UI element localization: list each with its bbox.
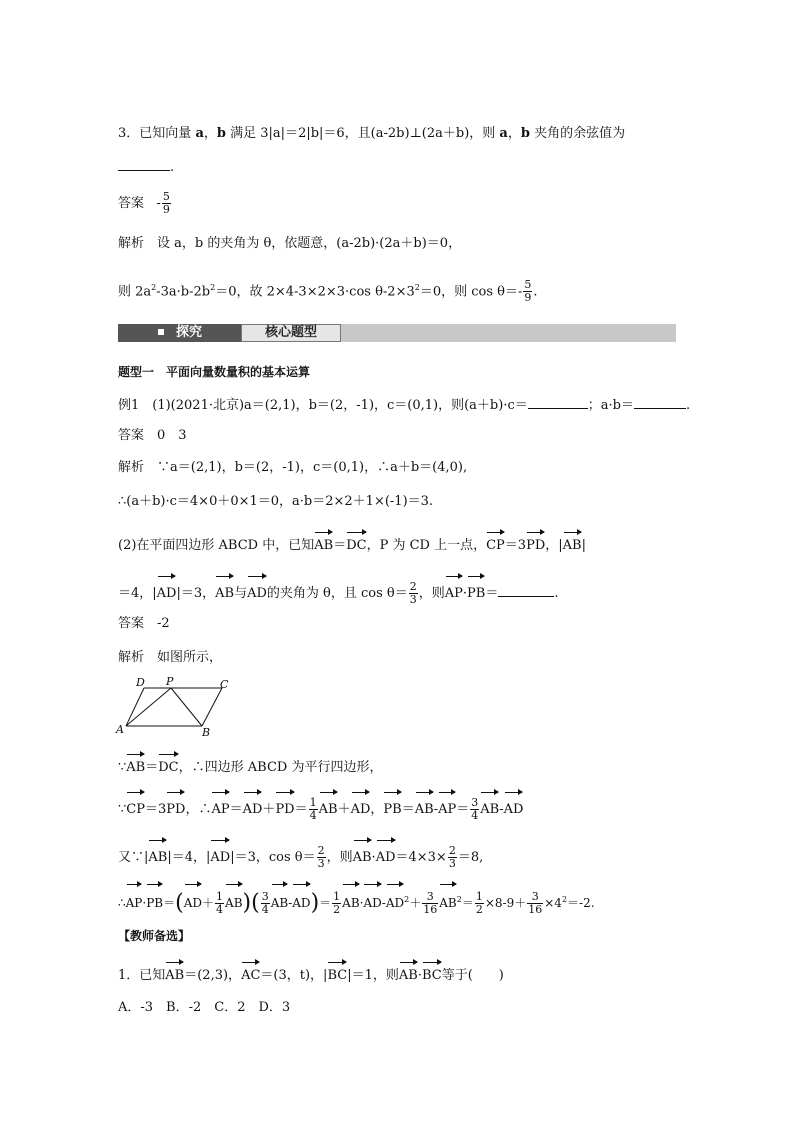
solution-3-line-1: 解析 设 a，b 的夹角为 θ，依题意，(a-2b)·(2a＋b)＝0， (118, 236, 462, 251)
vector-AP: AP (438, 790, 456, 824)
denominator: 3 (448, 857, 456, 870)
denominator: 3 (409, 593, 417, 606)
q-text: 已知向量 (139, 126, 192, 141)
fraction (332, 891, 341, 916)
label-P: P (166, 676, 174, 688)
edge-AD (126, 688, 144, 726)
fraction (409, 581, 418, 606)
answer-blank (528, 396, 588, 409)
numerator: 5 (524, 278, 532, 292)
label-B: B (202, 726, 211, 738)
text: ，| (545, 538, 563, 553)
solution-1-line-2: ∴(a＋b)·c＝4×0＋0×1＝0，a·b＝2×2＋1×(-1)＝3. (118, 494, 434, 509)
text: ×8-9＋ (484, 896, 527, 910)
solution-2-intro: 解析 如图所示， (118, 650, 223, 665)
exponent: 2 (456, 895, 462, 904)
text: ，∴四边形 ABCD 为平行四边形， (178, 760, 383, 775)
answer-label: 答案 (118, 196, 145, 211)
denominator: 4 (261, 903, 269, 916)
numerator: 1 (333, 890, 341, 903)
text: ，∴ (185, 802, 212, 817)
exponent: 2 (210, 283, 216, 292)
banner-right: 核心题型 (241, 324, 341, 342)
exponent: 2 (151, 283, 157, 292)
vector-AB: AB (342, 882, 359, 918)
exponent: 2 (561, 895, 568, 904)
paren: ( (251, 890, 260, 916)
denominator: 9 (162, 203, 170, 216)
numerator: 5 (162, 190, 170, 203)
text: (2)在平面四边形 ABCD 中，已知 (118, 538, 315, 553)
text: - (433, 802, 439, 817)
denominator: 16 (528, 903, 543, 916)
numerator: 2 (317, 844, 325, 857)
text: ＋ (262, 802, 276, 817)
vector-BC: BC (327, 960, 347, 986)
paren: ( (175, 890, 184, 916)
text: 1．已知 (118, 968, 166, 983)
example-1-part-2-line-2 (118, 574, 559, 608)
vector-AB: AB (439, 882, 456, 918)
solution-2-line-4 (118, 882, 595, 918)
fraction (448, 845, 457, 870)
solution-1-line-1: 解析 ∵a＝(2,1)，b＝(2，-1)，c＝(0,1)，∴a＋b＝(4,0), (118, 460, 468, 475)
text: ＝ (485, 586, 499, 601)
text: ＝ (163, 896, 176, 910)
text: ，P 为 CD 上一点， (366, 538, 487, 553)
vector-AB: AB (165, 960, 184, 986)
vector-AB: AB (353, 838, 372, 872)
vector-PD: PD (166, 790, 185, 824)
vector-AD: AD (351, 790, 371, 824)
fraction (523, 279, 532, 304)
q-text: 满足 (230, 126, 257, 141)
text: · (371, 850, 376, 865)
teacher-heading: 【教师备选】 (118, 929, 191, 943)
label-C: C (220, 678, 229, 691)
exponent: 2 (414, 283, 420, 292)
vector-AB: AB (563, 530, 582, 556)
numerator: 3 (471, 796, 479, 809)
vector-AB: AB (480, 790, 499, 824)
vector-AP: AP (445, 574, 463, 608)
numerator: 2 (448, 844, 456, 857)
vector-AB: AB (271, 882, 288, 918)
fraction (261, 891, 270, 916)
solution-2-line-1 (118, 752, 382, 778)
text: 与 (234, 586, 248, 601)
vector-AD: AD (504, 790, 524, 824)
period: . (554, 586, 559, 601)
fraction (317, 845, 326, 870)
answer-1: 答案 0 3 (118, 428, 187, 443)
teacher-question-1 (118, 960, 504, 986)
q-condition: 3|a|＝2|b|＝6，且(a-2b)⊥(2a＋b)，则 (260, 126, 496, 141)
vector-PB: PB (467, 574, 485, 608)
text: ∵ (118, 802, 127, 817)
vec-b: b (520, 126, 530, 141)
text: · (417, 968, 422, 983)
text: · (142, 896, 147, 910)
numerator: 1 (309, 796, 317, 809)
question-3 (118, 124, 625, 144)
period: . (685, 398, 691, 413)
vector-AD: AD (386, 882, 404, 918)
numerator: 3 (261, 890, 269, 903)
text: 又∵| (118, 850, 149, 865)
vector-AB: AB (399, 960, 418, 986)
text: · (462, 586, 468, 601)
answer-blank (634, 396, 686, 409)
edge-BC (202, 688, 222, 726)
fraction (422, 891, 438, 916)
denominator: 3 (317, 857, 325, 870)
vector-DC: DC (346, 530, 366, 556)
text: |＝3， (176, 586, 216, 601)
text: ＝ (401, 802, 415, 817)
question-3-blank (118, 158, 174, 178)
text: ， (370, 802, 384, 817)
text: ∴ (118, 896, 126, 910)
text: ＝(2,3)， (184, 968, 242, 983)
denominator: 2 (475, 903, 483, 916)
vector-AD: AD (363, 882, 381, 918)
fraction (475, 891, 484, 916)
text: - (288, 896, 293, 910)
answer-2: 答案 -2 (118, 616, 170, 631)
text: ＝4，| (118, 586, 157, 601)
vector-PD: PD (526, 530, 545, 556)
text: ×4 (544, 896, 562, 910)
text: ＋ (337, 802, 351, 817)
text: |＝1，则 (347, 968, 399, 983)
vector-DC: DC (158, 752, 178, 778)
vector-AB: AB (215, 574, 234, 608)
vector-AD: AD (292, 882, 310, 918)
text: ∵ (118, 760, 127, 775)
exponent: 2 (404, 895, 410, 904)
denominator: 4 (471, 809, 479, 822)
segment-AP (126, 688, 171, 726)
text: |＝3，cos θ＝ (230, 850, 316, 865)
example-label: 例1 (1)(2021·北京) (118, 398, 245, 413)
vector-AP: AP (211, 790, 229, 824)
vector-AB: AB (126, 752, 145, 778)
text: | (581, 538, 586, 553)
vector-AB: AB (319, 790, 338, 824)
vector-DP: PD (275, 790, 294, 824)
vector-AD: AD (184, 882, 202, 918)
text: ＝ (461, 896, 474, 910)
denominator: 9 (524, 291, 532, 305)
paren: ) (242, 890, 252, 916)
fraction (162, 191, 171, 216)
text: · (359, 896, 364, 910)
parallelogram-figure (114, 676, 244, 738)
sep: ， (203, 126, 217, 141)
text: ＝8, (457, 850, 484, 865)
numerator: 2 (409, 580, 417, 593)
text: ，则 (326, 850, 353, 865)
denominator: 2 (333, 903, 341, 916)
period: . (533, 284, 538, 300)
vector-AD: AD (247, 574, 267, 608)
vector-AD: AD (376, 838, 396, 872)
text: ，则 (418, 586, 445, 601)
text: ＝(3，t)，| (260, 968, 328, 983)
vector-AB: AB (415, 790, 434, 824)
q-number: 3． (118, 126, 140, 141)
text: ＝ (229, 802, 243, 817)
label-A: A (116, 723, 124, 736)
text: ＝ (456, 802, 470, 817)
label-D: D (136, 676, 145, 689)
solution-2-line-3 (118, 838, 483, 872)
text: ＝ (145, 760, 159, 775)
vec-a: a (195, 126, 204, 141)
text: 的夹角为 θ，且 cos θ＝ (266, 586, 408, 601)
paren: ) (310, 890, 320, 916)
denominator: 4 (216, 903, 224, 916)
vector-BC: BC (422, 960, 442, 986)
text: -3a·b-2b (156, 284, 211, 300)
numerator: 1 (475, 890, 483, 903)
text: ＝ (294, 802, 308, 817)
answer-blank (498, 584, 554, 597)
fraction (215, 891, 224, 916)
text: ＝0，则 cos θ＝- (419, 284, 523, 300)
text: ＋ (409, 896, 422, 910)
fraction (527, 891, 543, 916)
vector-AD: AD (210, 838, 230, 872)
text: - (381, 896, 386, 910)
vector-PB: PB (383, 790, 401, 824)
text: ＝3 (504, 538, 527, 553)
vector-AB: AB (225, 882, 242, 918)
text: 则 2a (118, 284, 152, 300)
vector-PB: PB (146, 882, 163, 918)
vec-b: b (216, 126, 226, 141)
solution-3-line-2 (118, 274, 538, 306)
banner-left-label: 探究 (176, 325, 203, 340)
sign: - (156, 196, 161, 211)
denominator: 4 (309, 809, 317, 822)
numerator: 3 (422, 891, 438, 904)
example-text: a＝(2,1)，b＝(2，-1)，c＝(0,1)，则(a＋b)·c＝ (244, 398, 528, 413)
section-banner (118, 324, 676, 342)
text: ＝4×3× (395, 850, 447, 865)
fraction (309, 797, 318, 822)
vector-AC: AC (241, 960, 260, 986)
vector-AB: AB (314, 530, 333, 556)
example-1-part-2-line-1 (118, 530, 586, 556)
type-heading: 题型一 平面向量数量积的基本运算 (118, 365, 311, 379)
text: ＋ (202, 896, 215, 910)
q-text: 夹角的余弦值为 (534, 126, 626, 141)
denominator: 16 (423, 903, 438, 916)
options: A．-3 B．-2 C．2 D．3 (118, 1000, 291, 1015)
text: 等于( ) (441, 968, 504, 983)
numerator: 1 (216, 890, 224, 903)
example-text: ；a·b＝ (587, 398, 634, 413)
text: ＝3 (144, 802, 167, 817)
fraction (470, 797, 479, 822)
answer-3 (118, 190, 172, 218)
example-1-part-1 (118, 396, 690, 416)
banner-left (118, 324, 241, 342)
text: ＝0，故 2×4-3×2×3·cos θ-2×3 (215, 284, 415, 300)
vector-AD: AD (243, 790, 263, 824)
text: ＝-2. (567, 896, 595, 910)
text: - (499, 802, 504, 817)
vector-CP: CP (486, 530, 505, 556)
vec-a: a (499, 126, 508, 141)
text: |＝4，| (167, 850, 211, 865)
vector-AB: AB (148, 838, 167, 872)
solution-2-line-2 (118, 790, 523, 824)
segment-PB (171, 688, 202, 726)
vector-AP: AP (126, 882, 143, 918)
answer-blank (118, 158, 170, 171)
sep: ， (507, 126, 521, 141)
numerator: 3 (527, 891, 543, 904)
text: ＝ (333, 538, 347, 553)
vector-AD: AD (157, 574, 177, 608)
square-icon (158, 329, 164, 335)
vector-CP: CP (126, 790, 145, 824)
period: . (170, 160, 175, 175)
text: ＝ (319, 896, 332, 910)
